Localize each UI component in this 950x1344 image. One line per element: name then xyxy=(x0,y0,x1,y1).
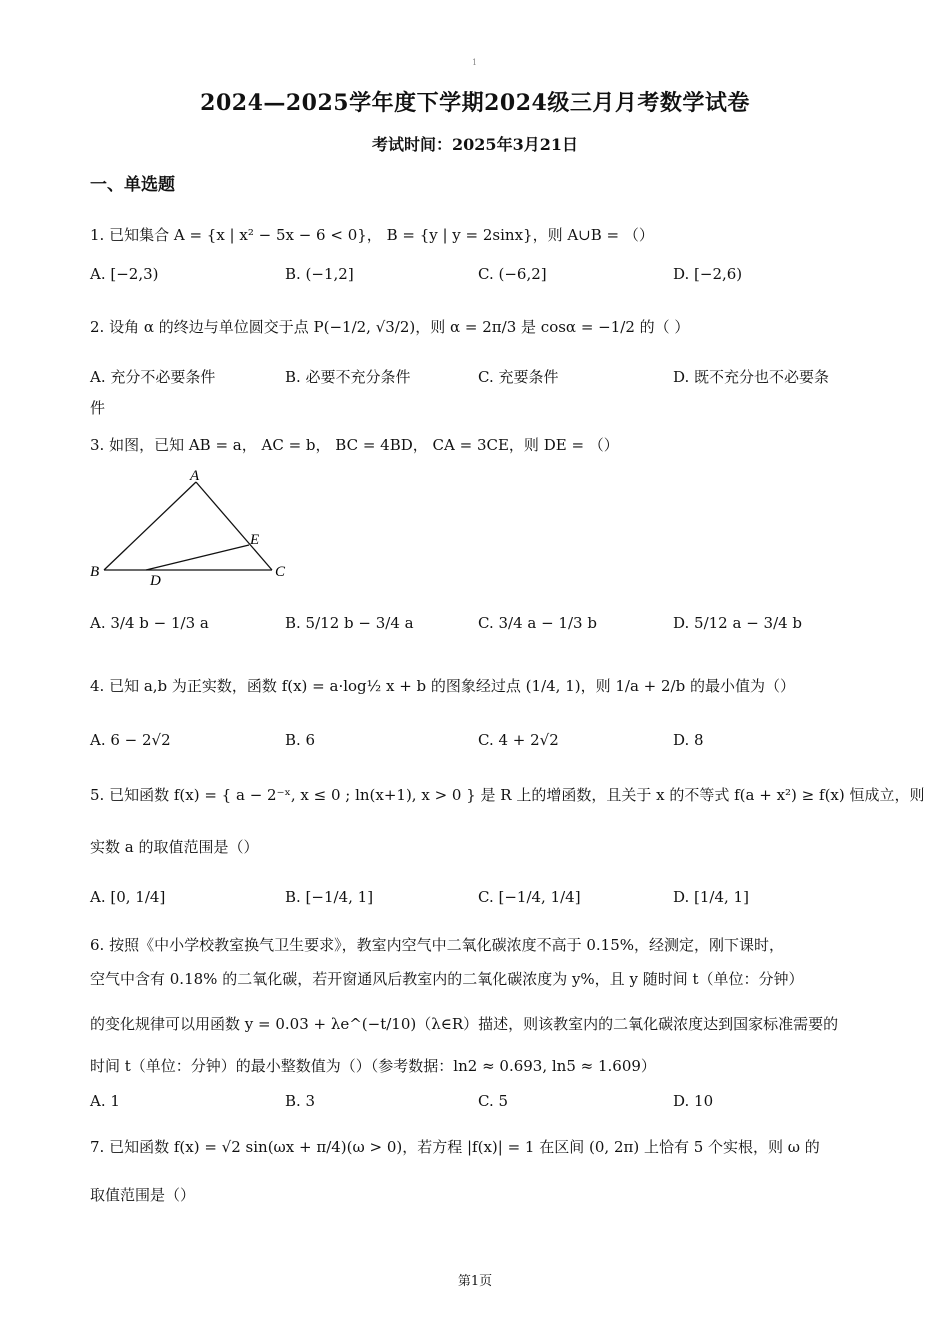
q6-option-d: D. 10 xyxy=(673,1092,714,1110)
q1-option-d: D. [−2,6) xyxy=(673,265,743,283)
page-footer: 第1页 xyxy=(457,1274,493,1289)
question-2: 2. 设角 α 的终边与单位圆交于点 P(−1/2, √3/2)，则 α = 2π/3 是 cosα = −1/2 的（ ） xyxy=(90,318,690,336)
label-b: B xyxy=(90,564,100,580)
question-3: 3. 如图，已知 AB = a， AC = b， BC = 4BD， CA = 3CE，则 DE = （） xyxy=(90,436,619,454)
q5-option-d: D. [1/4, 1] xyxy=(673,888,749,906)
question-6: 6. 按照《中小学校教室换气卫生要求》，教室内空气中二氧化碳浓度不高于 0.15%，经测定，刚下课时， xyxy=(90,936,785,954)
section-heading: 一、单选题 xyxy=(90,175,175,195)
label-e: E xyxy=(250,532,260,548)
question-7-cont: 取值范围是（） xyxy=(90,1186,196,1204)
q3-option-b: B. 5/12 b − 3/4 a xyxy=(285,614,414,632)
q5-option-b: B. [−1/4, 1] xyxy=(285,888,374,906)
q2-option-d: D. 既不充分也不必要条 xyxy=(673,368,830,386)
question-4: 4. 已知 a,b 为正实数，函数 f(x) = a·log½ x + b 的图象经过点 (1/4, 1)，则 1/a + 2/b 的最小值为（） xyxy=(90,677,795,695)
label-a: A xyxy=(190,468,200,484)
question-6-line-3: 的变化规律可以用函数 y = 0.03 + λe^(−t/10)（λ∈R）描述，则该教室内的二氧化碳浓度达到国家标准需要的 xyxy=(90,1015,839,1033)
question-5-cont: 实数 a 的取值范围是（） xyxy=(90,838,259,856)
label-d: D xyxy=(150,573,161,588)
question-6-line-4: 时间 t（单位：分钟）的最小整数值为（）（参考数据：ln2 ≈ 0.693, ln5 ≈ 1.609） xyxy=(90,1057,656,1075)
q4-option-d: D. 8 xyxy=(673,731,704,749)
exam-time: 考试时间：2025年3月21日 xyxy=(372,135,578,154)
q3-option-d: D. 5/12 a − 3/4 b xyxy=(673,614,803,632)
exam-title: 2024—2025学年度下学期2024级三月月考数学试卷 xyxy=(200,90,750,116)
q1-option-b: B. (−1,2] xyxy=(285,265,354,283)
q2-option-b: B. 必要不充分条件 xyxy=(285,368,411,386)
q3-option-a: A. 3/4 b − 1/3 a xyxy=(90,614,209,632)
triangle-figure xyxy=(86,468,296,588)
question-5: 5. 已知函数 f(x) = { a − 2⁻ˣ, x ≤ 0 ; ln(x+1), x > 0 } 是 R 上的增函数，且关于 x 的不等式 f(a + x²) ≥ f(x) 恒成立，则 xyxy=(90,786,925,804)
q4-option-c: C. 4 + 2√2 xyxy=(478,731,559,749)
q6-option-a: A. 1 xyxy=(90,1092,120,1110)
question-1: 1. 已知集合 A = {x | x² − 5x − 6 < 0}， B = {y | y = 2sinx}，则 A∪B = （） xyxy=(90,226,654,244)
top-mark: 1 xyxy=(472,58,478,67)
question-7: 7. 已知函数 f(x) = √2 sin(ωx + π/4)(ω > 0)，若方程 |f(x)| = 1 在区间 (0, 2π) 上恰有 5 个实根，则 ω 的 xyxy=(90,1138,820,1156)
q1-option-a: A. [−2,3) xyxy=(90,265,159,283)
question-6-line-2: 空气中含有 0.18% 的二氧化碳，若开窗通风后教室内的二氧化碳浓度为 y%，且 y 随时间 t（单位：分钟） xyxy=(90,970,804,988)
q2-option-a: A. 充分不必要条件 xyxy=(90,368,216,386)
label-c: C xyxy=(275,564,286,580)
q4-option-a: A. 6 − 2√2 xyxy=(90,731,171,749)
q6-option-b: B. 3 xyxy=(285,1092,316,1110)
q5-option-a: A. [0, 1/4] xyxy=(90,888,166,906)
q3-option-c: C. 3/4 a − 1/3 b xyxy=(478,614,597,632)
q2-option-d-wrap: 件 xyxy=(90,399,106,417)
q2-option-c: C. 充要条件 xyxy=(478,368,559,386)
q5-option-c: C. [−1/4, 1/4] xyxy=(478,888,581,906)
q6-option-c: C. 5 xyxy=(478,1092,509,1110)
q4-option-b: B. 6 xyxy=(285,731,316,749)
q1-option-c: C. (−6,2] xyxy=(478,265,547,283)
